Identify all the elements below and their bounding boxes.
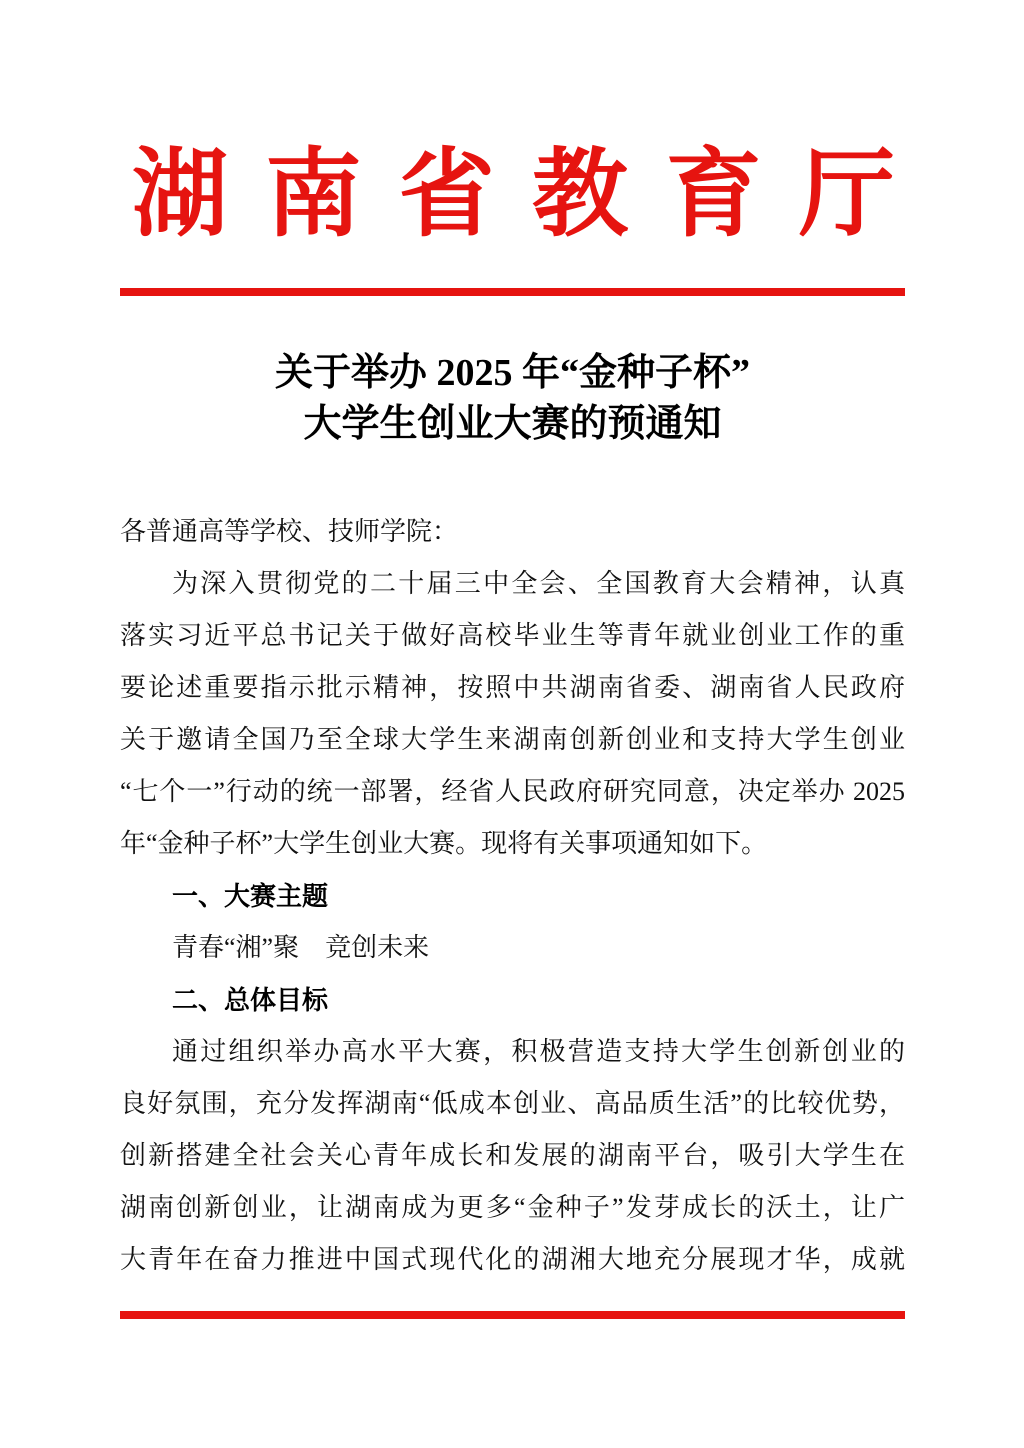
- section-heading-theme: 一、大赛主题: [172, 881, 329, 912]
- body-line: “七个一”行动的统一部署，经省人民政府研究同意，决定举办 2025: [120, 777, 905, 807]
- footer-double-rule: [120, 1311, 905, 1319]
- page-content: [0, 140, 1024, 1319]
- header-double-rule: [120, 288, 905, 296]
- body-line: 湖南创新创业，让湖南成为更多“金种子”发芽成长的沃土，让广: [120, 1193, 905, 1223]
- agency-name: [132, 140, 895, 250]
- document-title-line-2: 大学生创业大赛的预通知: [303, 403, 722, 446]
- body-line: 创新搭建全社会关心青年成长和发展的湖南平台，吸引大学生在: [120, 1141, 905, 1171]
- agency-char: 省: [398, 141, 495, 248]
- document-title-line-1: 关于举办 2025 年“金种子杯”: [274, 352, 750, 395]
- salutation-line: 各普通高等学校、技师学院：: [120, 517, 459, 547]
- document-body: [120, 506, 905, 1286]
- agency-char: 南: [265, 141, 362, 248]
- body-line: 为深入贯彻党的二十届三中全会、全国教育大会精神，认真: [172, 569, 905, 599]
- body-line: 关于邀请全国乃至全球大学生来湖南创新创业和支持大学生创业: [120, 725, 905, 755]
- body-line: 良好氛围，充分发挥湖南“低成本创业、高品质生活”的比较优势，: [120, 1089, 905, 1119]
- document-title: [120, 348, 905, 450]
- body-line: 落实习近平总书记关于做好高校毕业生等青年就业创业工作的重: [120, 621, 905, 651]
- theme-slogan-line: 青春“湘”聚 竞创未来: [172, 933, 430, 963]
- agency-char: 湖: [132, 141, 228, 248]
- body-line: 大青年在奋力推进中国式现代化的湖湘大地充分展现才华，成就: [120, 1245, 905, 1275]
- section-heading-objectives: 二、总体目标: [172, 985, 329, 1016]
- body-line: 要论述重要指示批示精神，按照中共湖南省委、湖南省人民政府: [120, 673, 905, 703]
- agency-char: 育: [665, 141, 762, 248]
- agency-char: 厅: [798, 141, 895, 248]
- body-line: 通过组织举办高水平大赛，积极营造支持大学生创新创业的: [172, 1037, 905, 1067]
- agency-char: 教: [532, 141, 629, 248]
- body-line: 年“金种子杯”大学生创业大赛。现将有关事项通知如下。: [120, 829, 768, 859]
